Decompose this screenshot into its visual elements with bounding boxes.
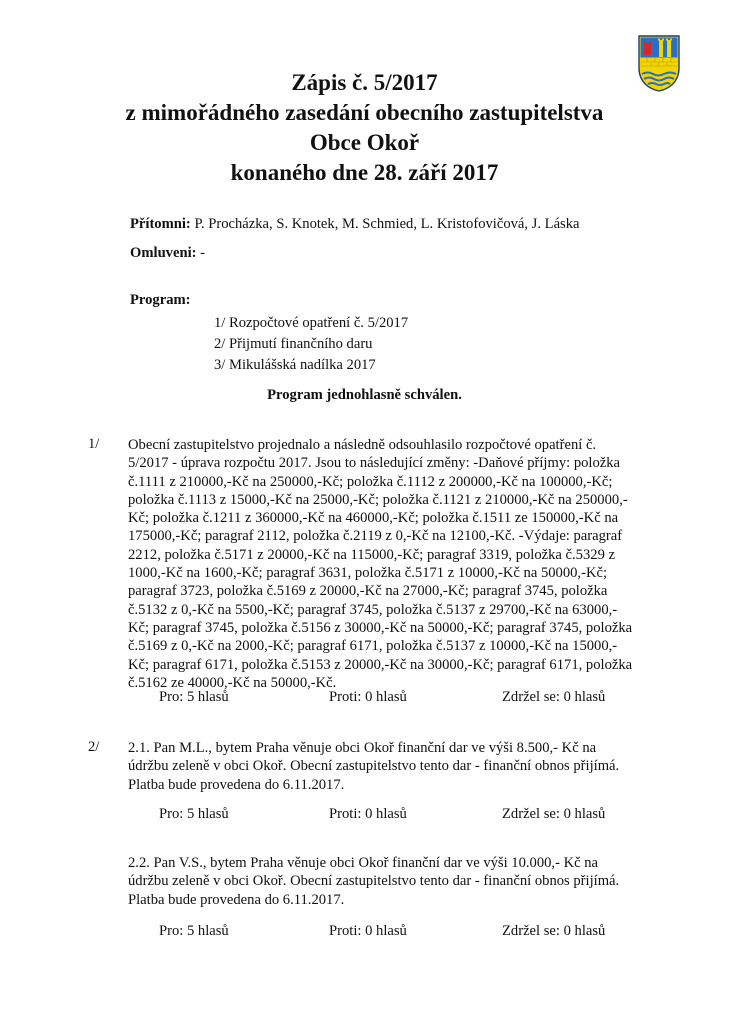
program-item: 3/ Mikulášská nadílka 2017 — [214, 357, 376, 373]
vote-zdrzel: Zdržel se: 0 hlasů — [502, 806, 606, 822]
item-text: 2.1. Pan M.L., bytem Praha věnuje obci Okoř finanční dar ve výši 8.500,- Kč na údržbu zeleně v obci Okoř. Obecní zastupitelstvo tento dar - finanční obnos přijímá. Platba bude provedena do 6.11.2017. — [128, 740, 620, 793]
document-title — [0, 68, 729, 188]
vote-row — [0, 806, 729, 826]
vote-row — [0, 689, 729, 709]
vote-proti: Proti: 0 hlasů — [329, 923, 407, 939]
vote-proti: Proti: 0 hlasů — [329, 806, 407, 822]
vote-pro: Pro: 5 hlasů — [159, 923, 229, 939]
program-approved: Program jednohlasně schválen. — [267, 387, 462, 403]
present-label: Přítomni: — [130, 216, 191, 232]
item-text: Obecní zastupitelstvo projednalo a následně odsouhlasilo rozpočtové opatření č. 5/2017 - úprava rozpočtu 2017. Jsou to následující změny: -Daňové příjmy: položka č.1111 z 210000,-Kč na 250000,-Kč; položka č.1112 z 200000,-Kč na 100000,-Kč; položka č.1113 z 15000,-Kč na 25000,-Kč; položka č.1121 z 210000,-Kč na 250000,-Kč; položka č.1211 z 360000,-Kč na 460000,-Kč; položka č.1511 ze 150000,-Kč na 175000,-Kč; paragraf 2112, položka č.2119 z 0,-Kč na 12100,-Kč. -Výdaje: paragraf 2212, položka č.5171 z 20000,-Kč na 115000,-Kč; paragraf 3319, položka č.5329 z 1000,-Kč na 1600,-Kč; paragraf 3631, položka č.5171 z 10000,-Kč na 50000,-Kč; paragraf 3723, položka č.5169 z 20000,-Kč na 27000,-Kč; paragraf 3745, položka č.5132 z 0,-Kč na 5500,-Kč; paragraf 3745, položka č.5137 z 29700,-Kč na 63000,-Kč; paragraf 3745, položka č.5156 z 30000,-Kč na 50000,-Kč; paragraf 3745, položka č.5169 z 0,-Kč na 2000,-Kč; paragraf 6171, položka č.5137 z 10000,-Kč na 15000,-Kč; paragraf 6171, položka č.5153 z 20000,-Kč na 30000,-Kč; paragraf 6171, položka č.5162 ze 40000,-Kč na 50000,-Kč. — [128, 437, 633, 691]
title-line-1: Zápis č. 5/2017 — [291, 70, 438, 95]
present-row — [130, 216, 710, 234]
excused-label: Omluveni: — [130, 245, 197, 261]
item-text: 2.2. Pan V.S., bytem Praha věnuje obci Okoř finanční dar ve výši 10.000,- Kč na údržbu zeleně v obci Okoř. Obecní zastupitelstvo tento dar - finanční obnos přijímá. Platba bude provedena do 6.11.2017. — [128, 855, 620, 908]
title-line-4: konaného dne 28. září 2017 — [230, 160, 499, 185]
program-list — [214, 313, 408, 376]
vote-pro: Pro: 5 hlasů — [159, 806, 229, 822]
vote-pro: Pro: 5 hlasů — [159, 689, 229, 705]
vote-proti: Proti: 0 hlasů — [329, 689, 407, 705]
program-item: 2/ Přijmutí finančního daru — [214, 336, 373, 352]
title-line-3: Obce Okoř — [309, 130, 420, 155]
excused-value: - — [200, 245, 206, 261]
present-value: P. Procházka, S. Knotek, M. Schmied, L. Kristofovičová, J. Láska — [194, 216, 580, 232]
vote-zdrzel: Zdržel se: 0 hlasů — [502, 689, 606, 705]
vote-row — [0, 923, 729, 943]
title-line-2: z mimořádného zasedání obecního zastupitelstva — [125, 100, 604, 125]
program-label: Program: — [130, 292, 191, 308]
item-number: 1/ — [88, 436, 100, 452]
vote-zdrzel: Zdržel se: 0 hlasů — [502, 923, 606, 939]
program-item: 1/ Rozpočtové opatření č. 5/2017 — [214, 315, 409, 331]
excused-row — [130, 245, 710, 263]
item-number: 2/ — [88, 739, 100, 755]
